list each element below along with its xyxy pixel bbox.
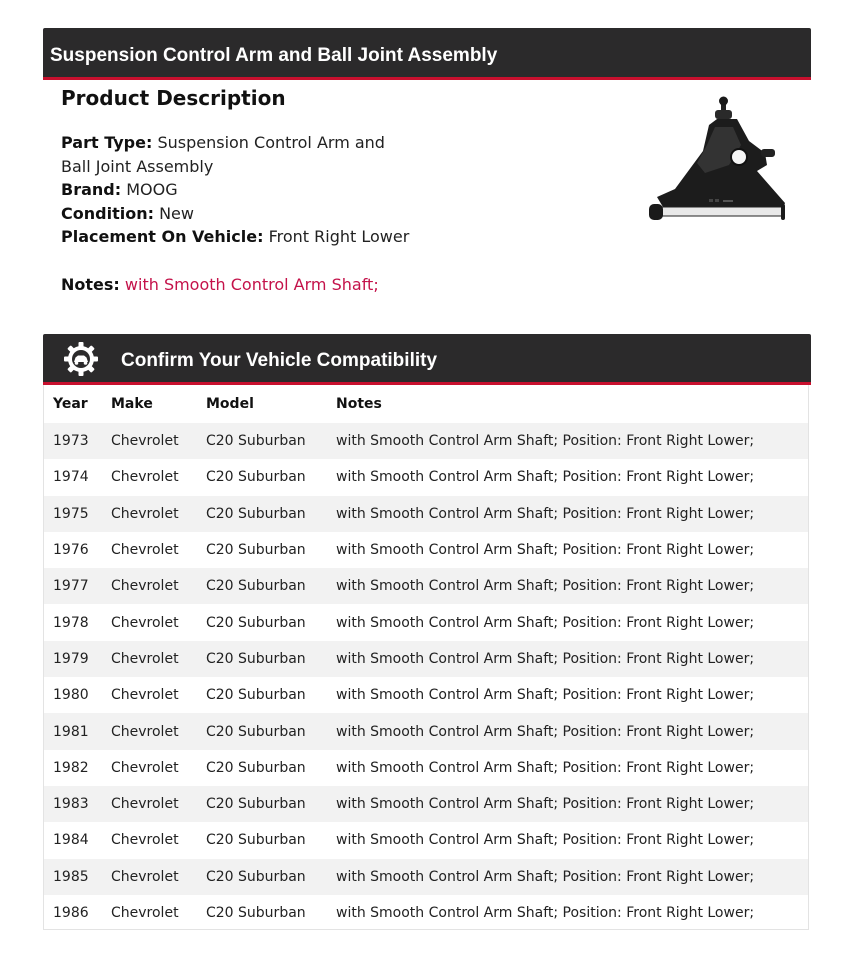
description-heading: Product Description: [61, 86, 286, 110]
cell-make: Chevrolet: [111, 687, 179, 704]
cell-model: C20 Suburban: [206, 868, 306, 885]
cell-year: 1974: [53, 469, 89, 486]
column-header-notes: Notes: [336, 396, 382, 412]
cell-year: 1978: [53, 614, 89, 631]
cell-make: Chevrolet: [111, 796, 179, 813]
cell-model: C20 Suburban: [206, 905, 306, 921]
cell-model: C20 Suburban: [206, 759, 306, 776]
cell-notes: with Smooth Control Arm Shaft; Position: Front Right Lower;: [336, 614, 755, 631]
table-row: [44, 750, 808, 786]
cell-model: C20 Suburban: [206, 687, 306, 704]
cell-notes: with Smooth Control Arm Shaft; Position: Front Right Lower;: [336, 542, 755, 559]
cell-notes: with Smooth Control Arm Shaft; Position: Front Right Lower;: [336, 578, 755, 595]
cell-make: Chevrolet: [111, 723, 179, 740]
compatibility-bar: [43, 334, 811, 385]
cell-year: 1975: [53, 505, 89, 522]
table-row: [44, 895, 808, 930]
brand-label: Brand:: [61, 180, 122, 199]
page-title: Suspension Control Arm and Ball Joint Assembly: [50, 45, 498, 66]
cell-year: 1977: [53, 578, 89, 595]
table-row: [44, 604, 808, 640]
cell-make: Chevrolet: [111, 578, 179, 595]
table-row: [44, 822, 808, 858]
compatibility-title: Confirm Your Vehicle Compatibility: [121, 350, 438, 371]
table-row: [44, 423, 808, 459]
table-row: [44, 713, 808, 749]
cell-make: Chevrolet: [111, 614, 179, 631]
cell-make: Chevrolet: [111, 433, 179, 450]
cell-notes: with Smooth Control Arm Shaft; Position: Front Right Lower;: [336, 832, 755, 849]
column-header-model: Model: [206, 396, 254, 412]
gear-car-icon: [63, 341, 99, 377]
cell-model: C20 Suburban: [206, 505, 306, 522]
table-row: [44, 641, 808, 677]
cell-make: Chevrolet: [111, 469, 179, 486]
cell-notes: with Smooth Control Arm Shaft; Position: Front Right Lower;: [336, 868, 755, 885]
notes-value: with Smooth Control Arm Shaft;: [124, 274, 379, 294]
cell-model: C20 Suburban: [206, 578, 306, 595]
cell-make: Chevrolet: [111, 759, 179, 776]
cell-notes: with Smooth Control Arm Shaft; Position: Front Right Lower;: [336, 433, 755, 450]
cell-year: 1984: [53, 832, 89, 849]
control-arm-image: [645, 93, 785, 233]
part-type-row: [61, 131, 391, 178]
cell-year: 1976: [53, 542, 89, 559]
cell-make: Chevrolet: [111, 650, 179, 667]
cell-notes: with Smooth Control Arm Shaft; Position: Front Right Lower;: [336, 796, 755, 813]
notes-label: Notes:: [61, 274, 120, 294]
table-header-row: [44, 385, 808, 423]
cell-make: Chevrolet: [111, 832, 179, 849]
cell-year: 1985: [53, 868, 89, 885]
table-row: [44, 496, 808, 532]
cell-notes: with Smooth Control Arm Shaft; Position: Front Right Lower;: [336, 723, 755, 740]
cell-make: Chevrolet: [111, 905, 179, 921]
cell-make: Chevrolet: [111, 542, 179, 559]
condition-value: New: [159, 203, 194, 223]
cell-year: 1986: [53, 905, 89, 921]
part-type-label: Part Type:: [61, 133, 153, 152]
table-row: [44, 677, 808, 713]
column-header-make: Make: [111, 396, 153, 412]
cell-year: 1979: [53, 650, 89, 667]
cell-model: C20 Suburban: [206, 614, 306, 631]
placement-row: [61, 225, 621, 249]
cell-model: C20 Suburban: [206, 469, 306, 486]
cell-year: 1980: [53, 687, 89, 704]
table-row: [44, 786, 808, 822]
cell-year: 1981: [53, 723, 89, 740]
column-header-year: Year: [53, 396, 88, 412]
table-row: [44, 568, 808, 604]
part-type-value: Suspension Control Arm and Ball Joint Assembly: [61, 133, 385, 176]
notes-row: [61, 273, 621, 297]
cell-notes: with Smooth Control Arm Shaft; Position: Front Right Lower;: [336, 759, 755, 776]
cell-model: C20 Suburban: [206, 650, 306, 667]
table-row: [44, 459, 808, 495]
cell-model: C20 Suburban: [206, 433, 306, 450]
condition-row: [61, 202, 621, 226]
cell-notes: with Smooth Control Arm Shaft; Position: Front Right Lower;: [336, 469, 755, 486]
cell-year: 1973: [53, 433, 89, 450]
cell-notes: with Smooth Control Arm Shaft; Position: Front Right Lower;: [336, 687, 755, 704]
cell-notes: with Smooth Control Arm Shaft; Position: Front Right Lower;: [336, 650, 755, 667]
title-bar: [43, 28, 811, 80]
brand-value: MOOG: [126, 180, 178, 199]
placement-value: Front Right Lower: [268, 227, 410, 246]
product-description: [61, 86, 621, 296]
cell-model: C20 Suburban: [206, 723, 306, 740]
brand-row: [61, 178, 621, 202]
cell-notes: with Smooth Control Arm Shaft; Position: Front Right Lower;: [336, 505, 755, 522]
placement-label: Placement On Vehicle:: [61, 227, 264, 246]
table-row: [44, 859, 808, 895]
table-row: [44, 532, 808, 568]
table-body: [44, 423, 808, 930]
cell-make: Chevrolet: [111, 868, 179, 885]
condition-label: Condition:: [61, 203, 154, 223]
cell-make: Chevrolet: [111, 505, 179, 522]
cell-model: C20 Suburban: [206, 796, 306, 813]
cell-year: 1983: [53, 796, 89, 813]
cell-notes: with Smooth Control Arm Shaft; Position: Front Right Lower;: [336, 905, 755, 921]
cell-model: C20 Suburban: [206, 832, 306, 849]
cell-year: 1982: [53, 759, 89, 776]
cell-model: C20 Suburban: [206, 542, 306, 559]
compatibility-table: [43, 385, 809, 930]
